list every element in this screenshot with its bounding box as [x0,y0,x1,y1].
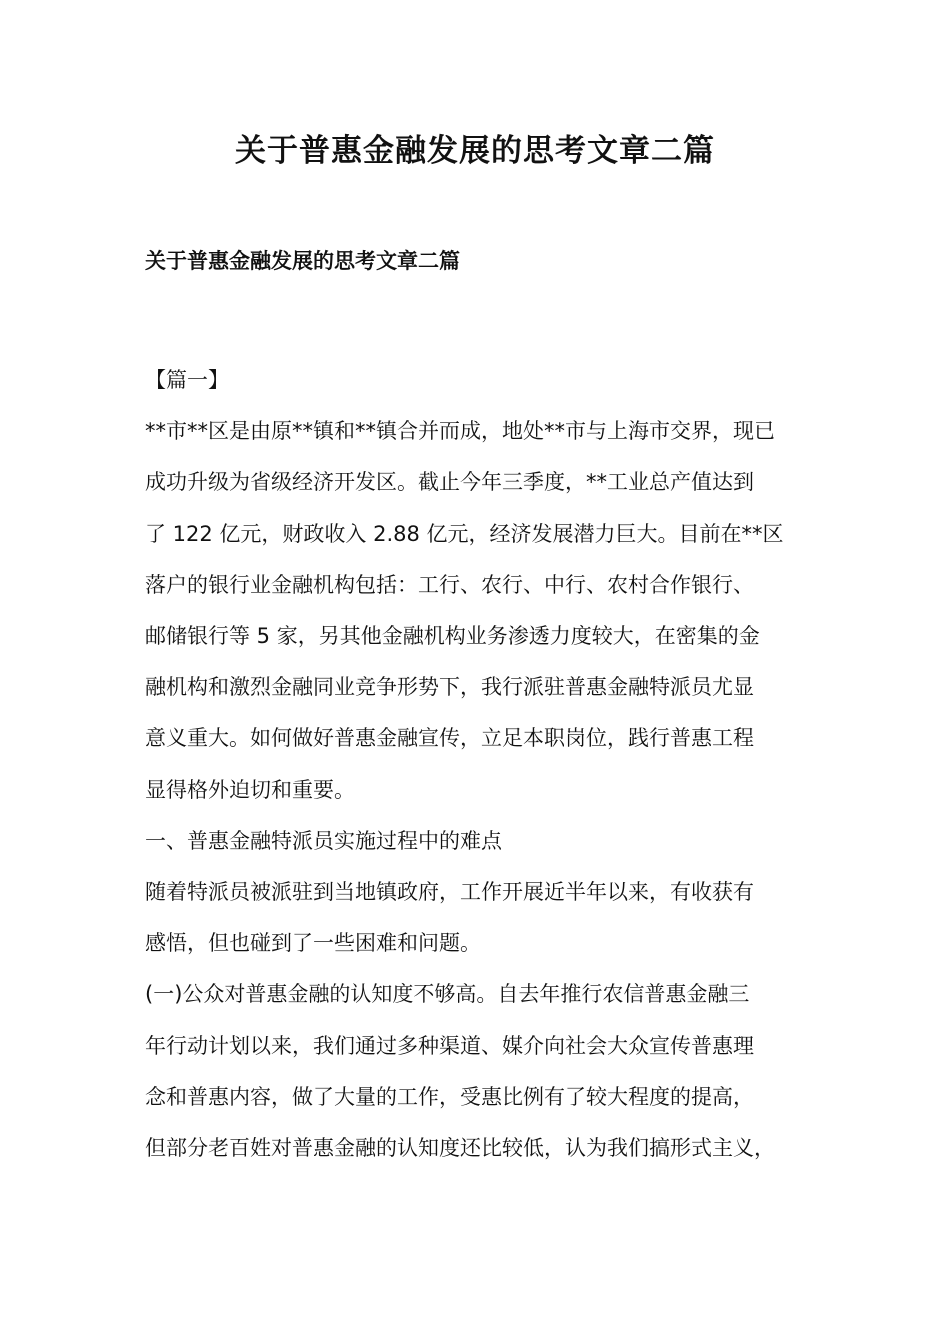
text-line: 邮储银行等 5 家，另其他金融机构业务渗透力度较大，在密集的金 [145,624,760,649]
paragraph-point-one [145,969,810,1174]
paragraph-context [145,867,810,969]
text-line: 一、普惠金融特派员实施过程中的难点 [145,828,502,853]
text-line: **市**区是由原**镇和**镇合并而成，地处**市与上海市交界，现已 [145,419,775,444]
document-body [145,355,810,1174]
text-line: 感悟，但也碰到了一些困难和问题。 [145,931,481,956]
text-line: 年行动计划以来，我们通过多种渠道、媒介向社会大众宣传普惠理 [145,1033,754,1058]
paragraph-intro [145,406,810,816]
text-line: 成功升级为省级经济开发区。截止今年三季度，**工业总产值达到 [145,470,754,495]
text-line: 随着特派员被派驻到当地镇政府，工作开展近半年以来，有收获有 [145,880,754,905]
text-line: 意义重大。如何做好普惠金融宣传，立足本职岗位，践行普惠工程 [145,726,754,751]
text-line: 【篇一】 [145,368,229,392]
text-line: 落户的银行业金融机构包括：工行、农行、中行、农村合作银行、 [145,572,754,597]
text-line: 显得格外迫切和重要。 [145,777,355,802]
document-subtitle: 关于普惠金融发展的思考文章二篇 [145,249,460,273]
text-line: 了 122 亿元，财政收入 2.88 亿元，经济发展潜力巨大。目前在**区 [145,521,784,546]
document-title: 关于普惠金融发展的思考文章二篇 [235,133,715,169]
text-line: 但部分老百姓对普惠金融的认知度还比较低，认为我们搞形式主义， [145,1136,775,1161]
text-line: 融机构和激烈金融同业竞争形势下，我行派驻普惠金融特派员尤显 [145,675,754,700]
section-label [145,355,810,406]
section-heading [145,816,810,867]
text-line: 念和普惠内容，做了大量的工作，受惠比例有了较大程度的提高， [145,1084,754,1109]
text-line: (一)公众对普惠金融的认知度不够高。自去年推行农信普惠金融三 [145,982,750,1007]
